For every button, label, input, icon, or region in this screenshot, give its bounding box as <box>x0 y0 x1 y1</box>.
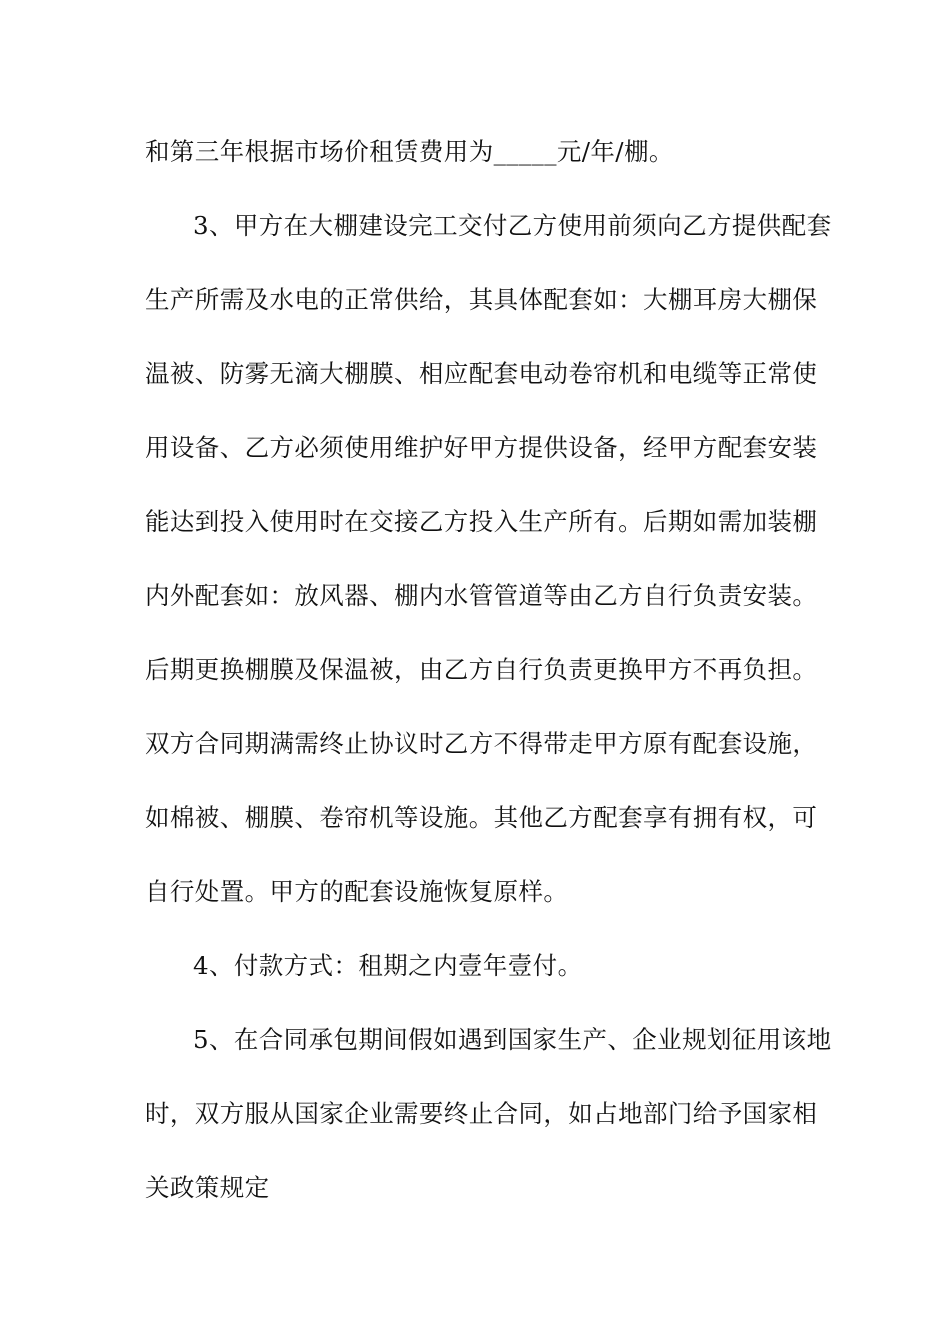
text-line-7: 内外配套如：放风器、棚内水管管道等由乙方自行负责安装。 <box>145 581 818 610</box>
text-line-8: 后期更换棚膜及保温被，由乙方自行负责更换甲方不再负担。 <box>145 655 818 684</box>
paragraph-3-line-1: 3、甲方在大棚建设完工交付乙方使用前须向乙方提供配套 <box>193 211 832 240</box>
paragraph-4-line-1: 4、付款方式：租期之内壹年壹付。 <box>193 951 583 980</box>
paragraph-5-line-1: 5、在合同承包期间假如遇到国家生产、企业规划征用该地 <box>193 1025 832 1054</box>
text-line-1: 和第三年根据市场价租赁费用为_____元/年/棚。 <box>145 137 674 166</box>
text-line-5: 用设备、乙方必须使用维护好甲方提供设备，经甲方配套安装 <box>145 433 818 462</box>
text-line-15: 关政策规定 <box>145 1173 270 1202</box>
text-line-4: 温被、防雾无滴大棚膜、相应配套电动卷帘机和电缆等正常使 <box>145 359 818 388</box>
text-line-9: 双方合同期满需终止协议时乙方不得带走甲方原有配套设施， <box>145 729 818 758</box>
text-line-10: 如棉被、棚膜、卷帘机等设施。其他乙方配套享有拥有权，可 <box>145 803 818 832</box>
text-line-11: 自行处置。甲方的配套设施恢复原样。 <box>145 877 569 906</box>
text-line-3: 生产所需及水电的正常供给，其具体配套如：大棚耳房大棚保 <box>145 285 818 314</box>
text-line-14: 时，双方服从国家企业需要终止合同，如占地部门给予国家相 <box>145 1099 818 1128</box>
text-line-6: 能达到投入使用时在交接乙方投入生产所有。后期如需加装棚 <box>145 507 818 536</box>
